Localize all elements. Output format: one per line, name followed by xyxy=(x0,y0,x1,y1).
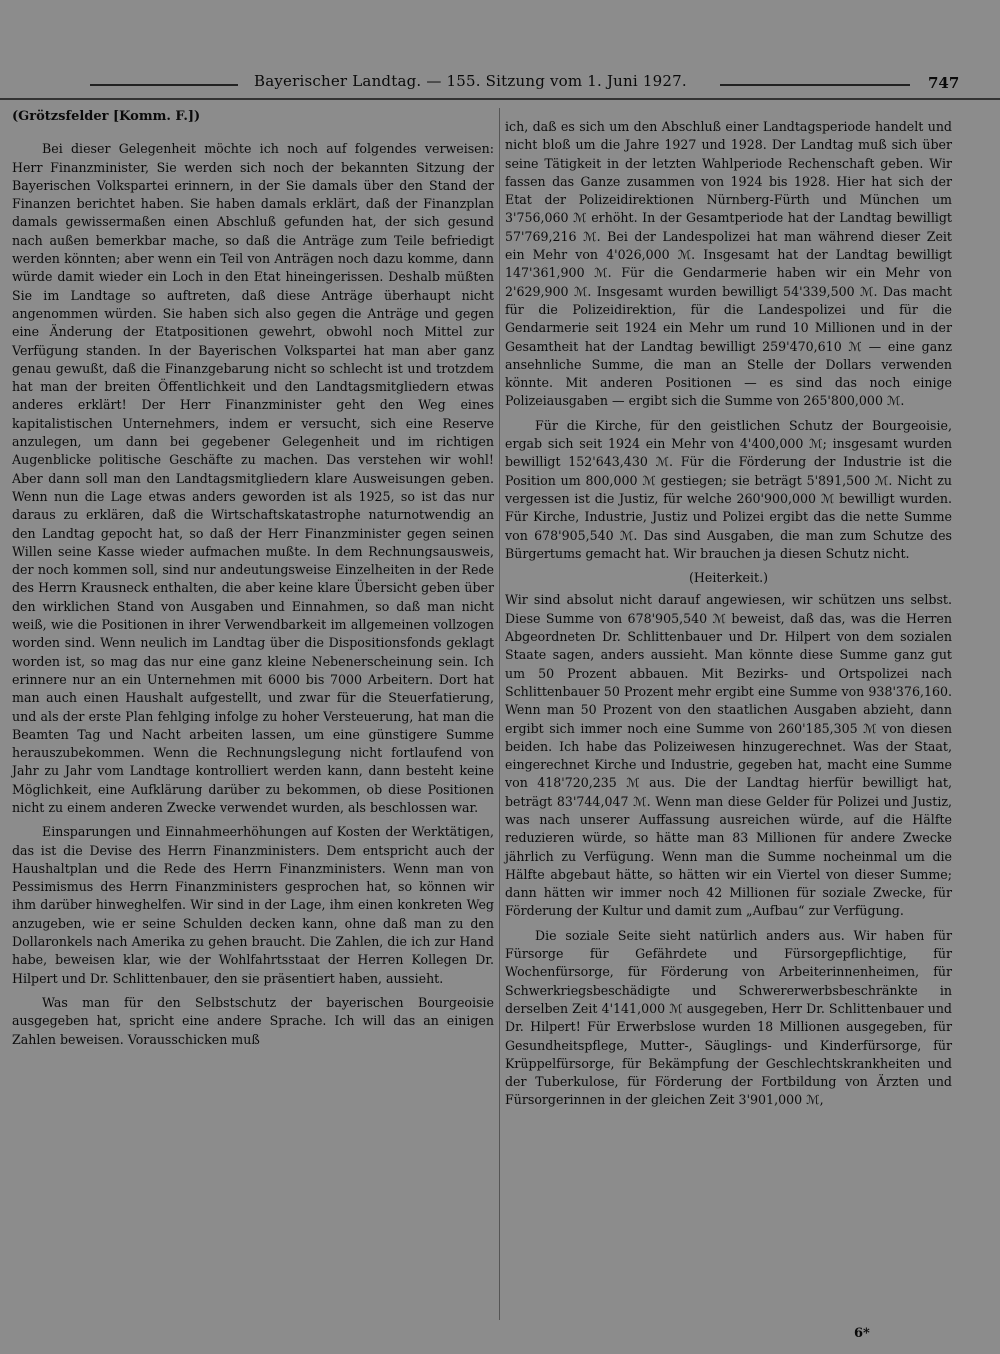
paragraph: Für die Kirche, für den geistlichen Schutz der Bourgeoisie, ergab sich seit 1924 ein Mehr von 4'400,000 ℳ; insgesamt wurden bewilligt 152'643,430 ℳ. Für die Förderung der Industrie ist die Position um 800,000 ℳ gestiegen; sie beträgt 5'891,500 ℳ. Nicht zu vergessen ist die Justiz, für welche 260'900,000 ℳ bewilligt wurden. Für Kirche, Industrie, Justiz und Polizei ergibt das die nette Summe von 678'905,540 ℳ. Das sind Ausgaben, die man zum Schutze des Bürgertums gemacht hat. Wir brauchen ja diesen Schutz nicht. xyxy=(505,417,952,561)
left-column xyxy=(12,108,494,1055)
header-rule-left xyxy=(90,84,238,86)
signature-mark: 6* xyxy=(854,1326,870,1341)
interjection: (Heiterkeit.) xyxy=(689,570,768,586)
paragraph: Bei dieser Gelegenheit möchte ich noch auf folgendes verweisen: Herr Finanzminister, Sie werden sich noch der bekannten Sitzung der Bayerischen Volkspartei erinnern, in der Sie damals über den Stand der Finanzen berichtet haben. Sie haben damals erklärt, daß der Finanzplan damals gewissermaßen einen Abschluß gefunden hat, der sich gesund nach außen bemerkbar mache, so daß die Anträge zum Teile befriedigt werden könnten; aber wenn ein Teil von Anträgen noch dazu komme, dann würde damit wieder ein Loch in den Etat hineingerissen. Deshalb müßten Sie im Landtage so auftreten, daß diese Anträge überhaupt nicht angenommen würden. Sie haben sich also gegen die Anträge und gegen eine Änderung der Etatpositionen gewehrt, obwohl noch Mittel zur Verfügung standen. In der Bayerischen Volkspartei hat man aber ganz genau gewußt, daß die Finanzgebarung nicht so schlecht ist und trotzdem hat man der breiten Öffentlichkeit und den Landtagsmitgliedern etwas anderes erklärt! Der Herr Finanzminister geht den Weg eines kapitalistischen Unternehmers, indem er versucht, sich eine Reserve anzulegen, um dann bei gegebener Gelegenheit und im richtigen Augenblicke politische Geschäfte zu machen. Das verstehen wir wohl! Aber dann soll man den Landtagsmitgliedern klare Ausweisungen geben. Wenn nun die Lage etwas anders geworden ist als 1925, so ist das nur daraus zu erklären, daß die Wirtschaftskatastrophe naturnotwendig an den Landtag gepocht hat, so daß der Herr Finanzminister gegen seinen Willen seine Kasse wieder aufmachen mußte. In dem Rechnungsausweis, der noch kommen soll, sind nur andeutungsweise Einzelheiten in der Rede des Herrn Krausneck enthalten, die aber keine klare Übersicht geben über den wirklichen Stand von Ausgaben und Einnahmen, so daß man nicht weiß, wie die Positionen in ihrer Verwendbarkeit im allgemeinen vollzogen worden sind. Wenn neulich im Landtag über die Dispositionsfonds geklagt worden ist, so mag das nur eine ganz kleine Nebenerscheinung sein. Ich erinnere nur an ein Unternehmen mit 6000 bis 7000 Arbeitern. Dort hat man auch einen Haushalt aufgestellt, und zwar für die Steuerfatierung, und als der erste Plan fehlging infolge zu hoher Versteuerung, hat man die Beamten Tag und Nacht arbeiten lassen, um eine günstigere Summe herauszubekommen. Wenn die Rechnungslegung nicht fortlaufend von Jahr zu Jahr vom Landtage kontrolliert werden kann, dann besteht keine Möglichkeit, eine Aufklärung darüber zu bekommen, ob diese Positionen nicht zu einem anderen Zwecke verwendet wurden, als beschlossen war. xyxy=(12,141,494,815)
paragraph: Was man für den Selbstschutz der bayerischen Bourgeoisie ausgegeben hat, spricht eine andere Sprache. Ich will das an einigen Zahlen beweisen. Vorausschicken muß xyxy=(12,994,494,1047)
paragraph: Wir sind absolut nicht darauf angewiesen, wir schützen uns selbst. Diese Summe von 678'905,540 ℳ beweist, daß das, was die Herren Abgeordneten Dr. Schlittenbauer und Dr. Hilpert von dem sozialen Staate sagen, anders aussieht. Man könnte diese Summe ganz gut um 50 Prozent abbauen. Mit Bezirks- und Ortspolizei nach Schlittenbauer 50 Prozent mehr ergibt eine Summe von 938'376,160. Wenn man 50 Prozent von den staatlichen Ausgaben abzieht, dann ergibt sich immer noch eine Summe von 260'185,305 ℳ von diesen beiden. Ich habe das Polizeiwesen hinzugerechnet. Was der Staat, eingerechnet Kirche und Industrie, gegeben hat, macht eine Summe von 418'720,235 ℳ aus. Die der Landtag hierfür bewilligt hat, beträgt 83'744,047 ℳ. Wenn man diese Gelder für Polizei und Justiz, was nach unserer Auffassung ausreichen würde, auf die Hälfte reduzieren würde, so hätte man 83 Millionen für andere Zwecke jährlich zu Verfügung. Wenn man die Summe nocheinmal um die Hälfte abgebaut hätte, so hätten wir ein Viertel von dieser Summe; dann hätten wir immer noch 42 Millionen für soziale Zwecke, für Förderung der Kultur und damit zum „Aufbau“ zur Verfügung. xyxy=(505,592,952,919)
header-underline xyxy=(0,98,1000,100)
page-header xyxy=(0,62,1000,102)
column-divider xyxy=(499,108,500,1320)
speaker-label: (Grötzsfelder [Komm. F.]) xyxy=(12,109,201,124)
right-column xyxy=(505,118,952,1116)
page-number: 747 xyxy=(928,74,960,92)
running-title: Bayerischer Landtag. — 155. Sitzung vom 1. Juni 1927. xyxy=(254,72,687,90)
paragraph: ich, daß es sich um den Abschluß einer Landtagsperiode handelt und nicht bloß um die Jahre 1927 und 1928. Der Landtag muß sich über seine Tätigkeit in der letzten Wahlperiode Rechenschaft geben. Wir fassen das Ganze zusammen von 1924 bis 1928. Hier hat sich der Etat der Polizeidirektionen Nürnberg-Fürth und München um 3'756,060 ℳ erhöht. In der Gesamtperiode hat der Landtag bewilligt 57'769,216 ℳ. Bei der Landespolizei hat man während dieser Zeit ein Mehr von 4'026,000 ℳ. Insgesamt hat der Landtag bewilligt 147'361,900 ℳ. Für die Gendarmerie haben wir ein Mehr von 2'629,900 ℳ. Insgesamt wurden bewilligt 54'339,500 ℳ. Das macht für die Polizeidirektion, für die Landespolizei und für die Gendarmerie seit 1924 ein Mehr um rund 10 Millionen und in der Gesamtheit hat der Landtag bewilligt 259'470,610 ℳ — eine ganz ansehnliche Summe, die man an Stelle der Dollars verwenden könnte. Mit anderen Positionen — es sind das noch einige Polizeiausgaben — ergibt sich die Summe von 265'800,000 ℳ. xyxy=(505,119,952,409)
header-rule-right xyxy=(720,84,910,86)
paragraph: Die soziale Seite sieht natürlich anders aus. Wir haben für Fürsorge für Gefährdete und Fürsorgepflichtige, für Wochenfürsorge, für Förderung von Arbeiterinnenheimen, für Schwerkriegsbeschädigte und Schwererwerbsbeschränkte in derselben Zeit 4'141,000 ℳ ausgegeben, Herr Dr. Schlittenbauer und Dr. Hilpert! Für Erwerbslose wurden 18 Millionen ausgegeben, für Gesundheitspflege, Mutter-, Säuglings- und Kinderfürsorge, für Krüppelfürsorge, für Bekämpfung der Geschlechtskrankheiten und der Tuberkulose, für Förderung der Fortbildung von Ärzten und Fürsorgerinnen in der gleichen Zeit 3'901,000 ℳ, xyxy=(505,927,952,1108)
paragraph: Einsparungen und Einnahmeerhöhungen auf Kosten der Werktätigen, das ist die Devise des Herrn Finanzministers. Dem entspricht auch der Haushaltplan und die Rede des Herrn Finanzministers. Wenn man von Pessimismus des Herrn Finanzministers gesprochen hat, so können wir ihm darüber hinweghelfen. Wir sind in der Lage, ihm einen konkreten Weg anzugeben, wie er seine Schulden decken kann, ohne daß man zu den Dollaronkels nach Amerika zu gehen braucht. Die Zahlen, die ich zur Hand habe, beweisen klar, wie der Wohlfahrtsstaat der Herren Kollegen Dr. Hilpert und Dr. Schlittenbauer, den sie präsentiert haben, aussieht. xyxy=(12,824,494,986)
